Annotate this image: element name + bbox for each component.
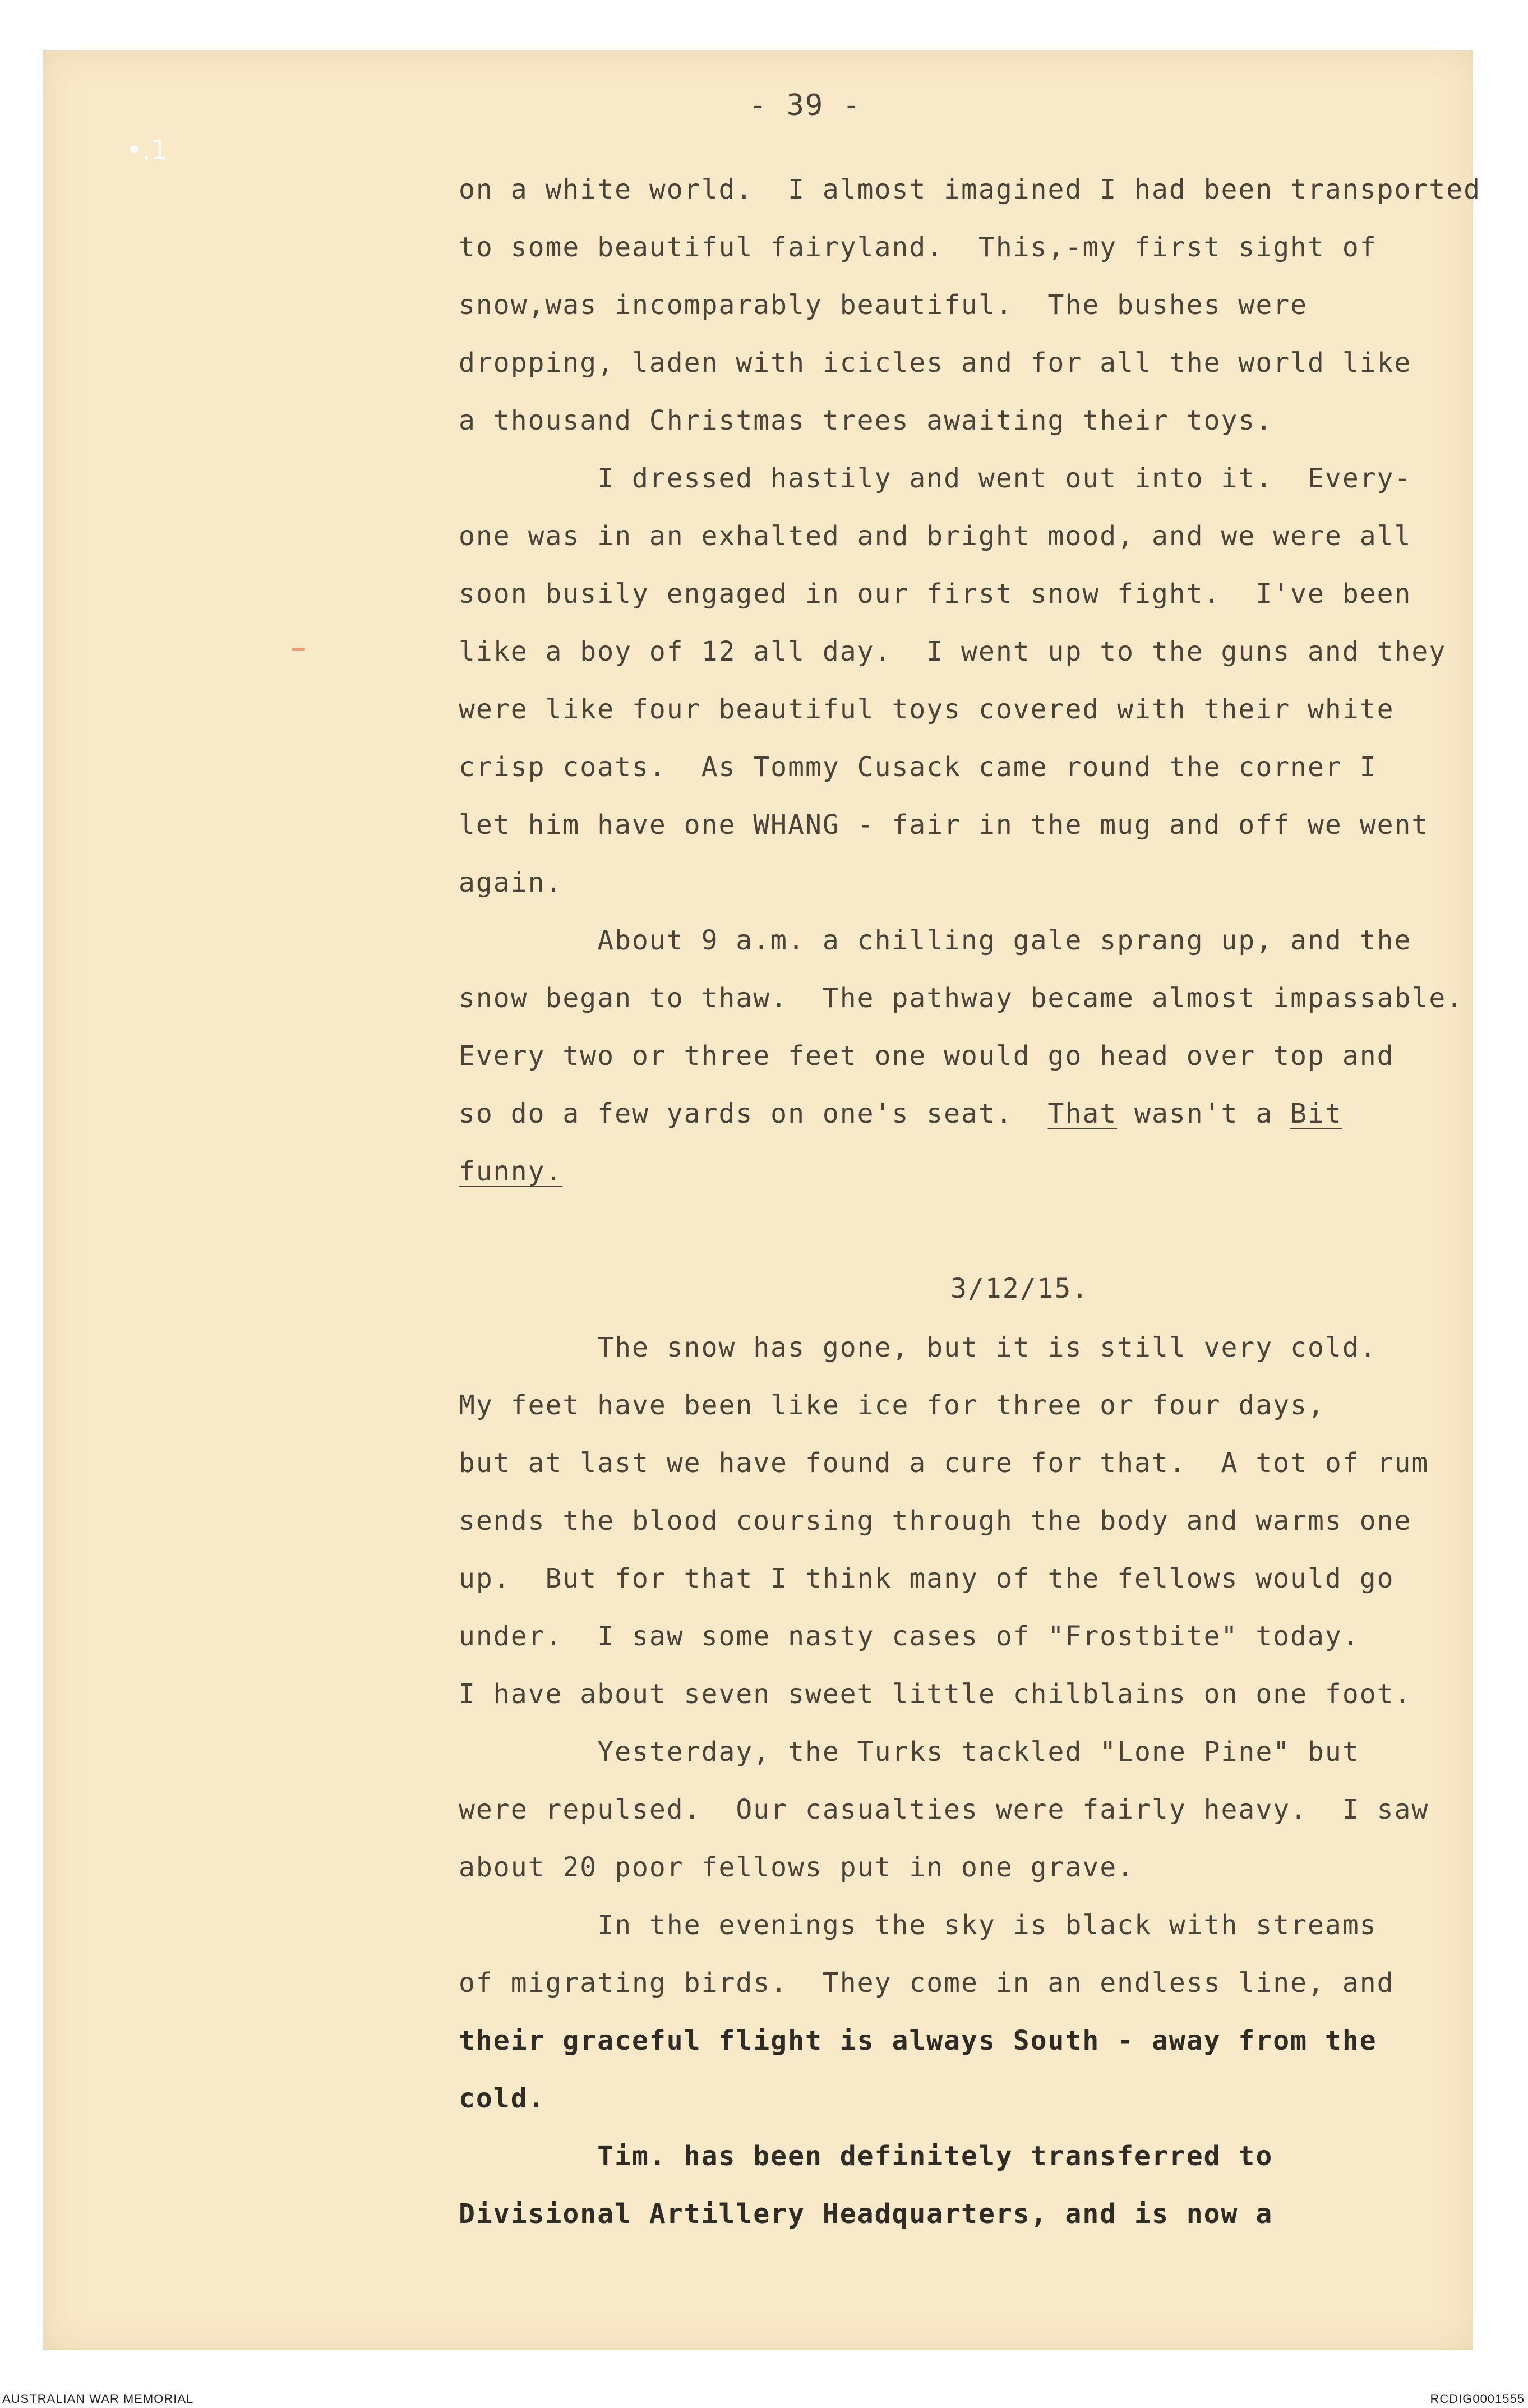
entry-line: up. But for that I think many of the fellows would go (459, 1563, 1395, 1594)
body-line: like a boy of 12 all day. I went up to the guns and they (459, 636, 1447, 667)
pencil-mark: •.1 (126, 135, 168, 166)
body-line: let him have one WHANG - fair in the mug and off we went (459, 809, 1429, 841)
underlined-word-funny-line (459, 1156, 562, 1187)
footer-document-id: RCDIG0001555 (1430, 2392, 1525, 2406)
body-line: Every two or three feet one would go head over top and (459, 1040, 1395, 1072)
body-line: on a white world. I almost imagined I had been transported (459, 174, 1481, 205)
entry-line: cold. (459, 2083, 546, 2114)
underlined-word-bit: Bit (1290, 1098, 1342, 1129)
underlined-word-that: That (1047, 1098, 1118, 1129)
body-line-start: so do a few yards on one's seat. (459, 1098, 1048, 1129)
body-line: snow,was incomparably beautiful. The bushes were (459, 289, 1308, 321)
body-line-with-underline (459, 1098, 1342, 1129)
body-line: to some beautiful fairyland. This,-my first sight of (459, 232, 1377, 263)
footer-archive-name: AUSTRALIAN WAR MEMORIAL (2, 2392, 194, 2406)
margin-mark (292, 648, 305, 651)
entry-line: under. I saw some nasty cases of "Frostbite" today. (459, 1621, 1360, 1652)
body-line: crisp coats. As Tommy Cusack came round the corner I (459, 751, 1377, 783)
body-line: I dressed hastily and went out into it. Every- (459, 463, 1412, 494)
entry-line: sends the blood coursing through the body and warms one (459, 1505, 1412, 1537)
body-line: dropping, laden with icicles and for all the world like (459, 347, 1412, 379)
body-line: snow began to thaw. The pathway became almost impassable. (459, 982, 1464, 1014)
entry-line: Divisional Artillery Headquarters, and is now a (459, 2198, 1273, 2230)
document-page (43, 50, 1473, 2350)
entry-line: their graceful flight is always South - away from the (459, 2025, 1377, 2056)
underlined-word-funny: funny. (459, 1156, 563, 1187)
entry-line: about 20 poor fellows put in one grave. (459, 1852, 1135, 1883)
entry-line: My feet have been like ice for three or four days, (459, 1390, 1325, 1421)
entry-line: I have about seven sweet little chilblains on one foot. (459, 1678, 1412, 1710)
body-line: were like four beautiful toys covered with their white (459, 694, 1395, 725)
body-line: one was in an exhalted and bright mood, and we were all (459, 520, 1412, 552)
body-line: a thousand Christmas trees awaiting their toys. (459, 405, 1273, 436)
body-line: soon busily engaged in our first snow fight. I've been (459, 578, 1412, 610)
entry-line: In the evenings the sky is black with streams (459, 1909, 1377, 1941)
entry-line: but at last we have found a cure for that. A tot of rum (459, 1447, 1429, 1479)
body-line-middle: wasn't a (1117, 1098, 1291, 1129)
entry-line: of migrating birds. They come in an endless line, and (459, 1967, 1395, 1999)
entry-date-heading: 3/12/15. (950, 1273, 1090, 1304)
entry-line: Tim. has been definitely transferred to (459, 2141, 1273, 2172)
entry-line: The snow has gone, but it is still very cold. (459, 1332, 1377, 1363)
body-line: again. (459, 867, 563, 898)
entry-line: were repulsed. Our casualties were fairly heavy. I saw (459, 1794, 1429, 1825)
body-line: About 9 a.m. a chilling gale sprang up, and the (459, 925, 1412, 956)
entry-line: Yesterday, the Turks tackled "Lone Pine" but (459, 1736, 1360, 1768)
page-number: - 39 - (749, 89, 861, 122)
